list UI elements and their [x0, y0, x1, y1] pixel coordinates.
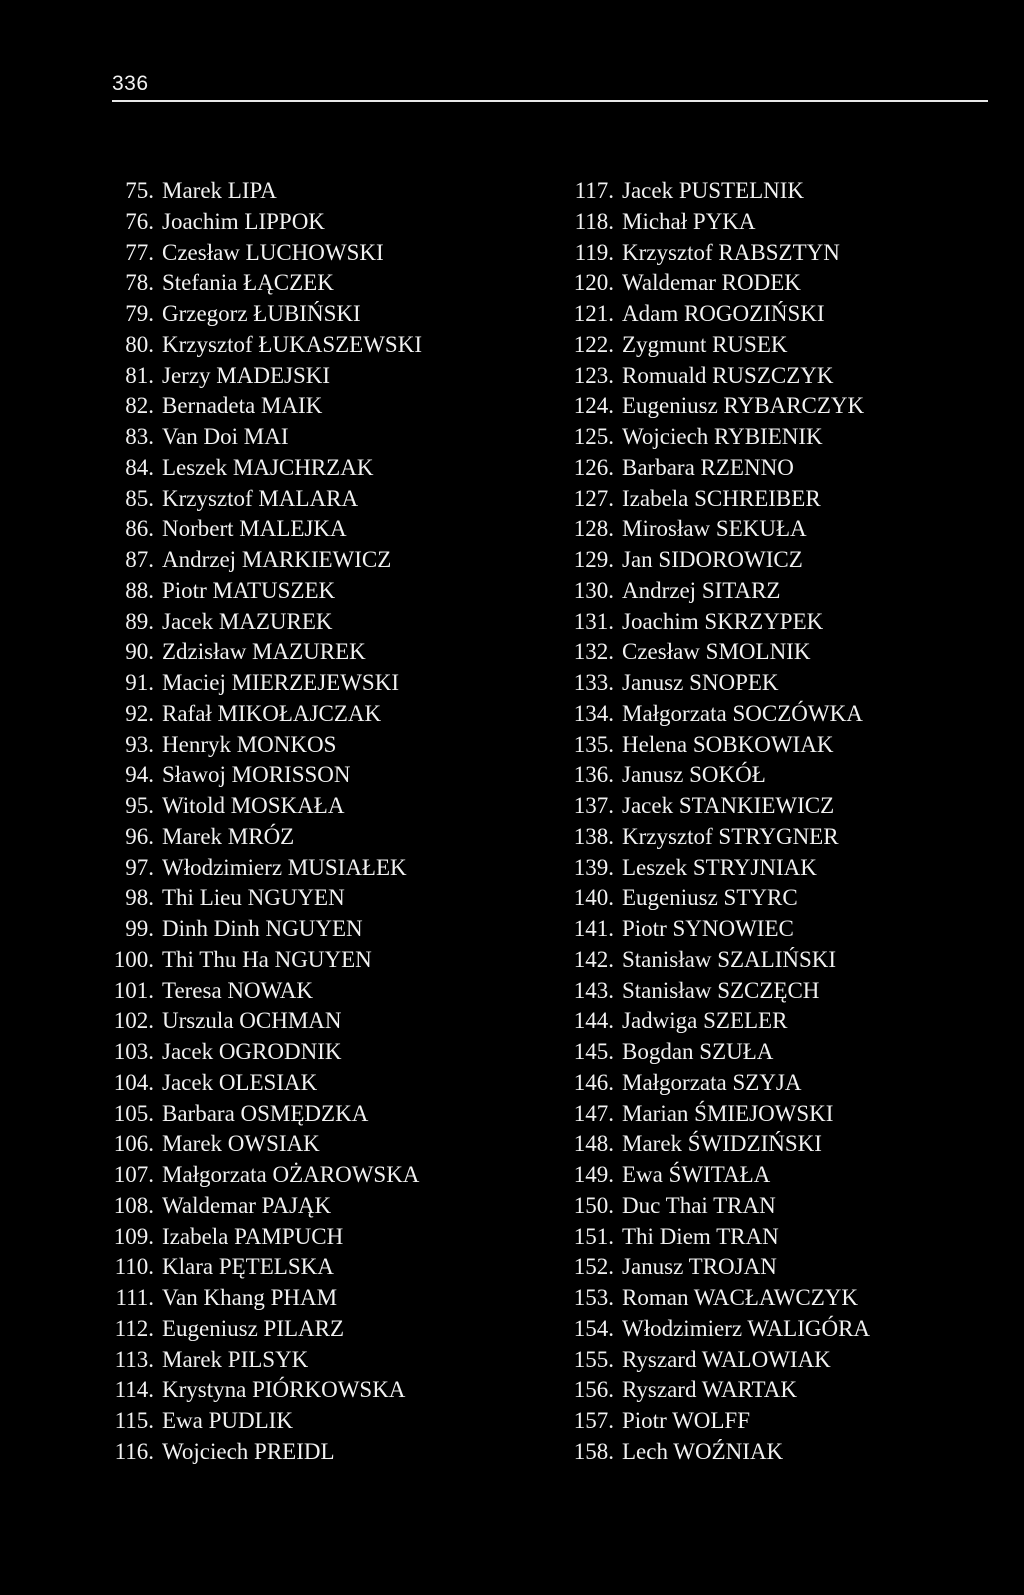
list-item — [104, 730, 524, 761]
entry-name: Małgorzata SZYJA — [622, 1069, 802, 1095]
entry-name: Stefania ŁĄCZEK — [162, 270, 334, 296]
list-item — [564, 883, 1004, 914]
list-item — [564, 699, 1004, 730]
entry-name: Andrzej SITARZ — [622, 577, 781, 603]
list-item — [564, 299, 1004, 330]
entry-number: 80. — [125, 331, 154, 357]
names-list-left-column — [104, 176, 524, 1468]
entry-name: Jacek STANKIEWICZ — [622, 793, 835, 818]
list-item — [564, 853, 1004, 884]
entry-name: Joachim SKRZYPEK — [622, 608, 824, 634]
entry-number: 124. — [573, 393, 614, 419]
entry-number: 150. — [573, 1192, 614, 1218]
entry-number: 144. — [573, 1008, 614, 1034]
list-item — [564, 484, 1004, 515]
entry-number: 140. — [573, 885, 614, 911]
list-item — [104, 853, 524, 884]
entry-number: 117. — [574, 178, 614, 203]
list-item — [104, 330, 524, 361]
list-item — [104, 1375, 524, 1406]
entry-name: Czesław SMOLNIK — [622, 639, 811, 665]
entry-number: 106. — [113, 1131, 154, 1157]
entry-number: 84. — [125, 454, 154, 480]
names-list-right-column — [564, 176, 1004, 1468]
entry-name: Grzegorz ŁUBIŃSKI — [162, 301, 361, 326]
entry-number: 132. — [573, 639, 614, 665]
entry-name: Jadwiga SZELER — [622, 1008, 788, 1034]
entry-name: Ryszard WARTAK — [622, 1377, 797, 1403]
entry-name: Piotr WOLFF — [622, 1408, 751, 1433]
entry-name: Wojciech RYBIENIK — [622, 424, 823, 449]
entry-name: Czesław LUCHOWSKI — [162, 239, 384, 265]
entry-number: 151. — [573, 1223, 614, 1249]
entry-name: Roman WACŁAWCZYK — [622, 1285, 859, 1310]
list-item — [564, 514, 1004, 545]
entry-number: 110. — [114, 1254, 154, 1280]
list-item — [104, 299, 524, 330]
list-item — [564, 545, 1004, 576]
entry-name: Izabela SCHREIBER — [622, 485, 821, 511]
entry-number: 126. — [573, 454, 614, 480]
list-item — [104, 1222, 524, 1253]
entry-name: Włodzimierz MUSIAŁEK — [162, 854, 407, 880]
entry-name: Michał PYKA — [622, 208, 756, 234]
entry-name: Andrzej MARKIEWICZ — [162, 547, 392, 572]
entry-name: Leszek STRYJNIAK — [622, 854, 817, 880]
entry-name: Krystyna PIÓRKOWSKA — [162, 1377, 406, 1403]
list-item — [104, 453, 524, 484]
entry-name: Marek LIPA — [162, 178, 277, 203]
entry-number: 143. — [573, 977, 614, 1003]
entry-number: 79. — [125, 301, 154, 326]
list-item — [564, 1345, 1004, 1376]
entry-number: 114. — [114, 1377, 154, 1403]
list-item — [104, 391, 524, 422]
entry-number: 122. — [573, 331, 614, 357]
entry-number: 108. — [113, 1192, 154, 1218]
entry-name: Piotr SYNOWIEC — [622, 916, 794, 941]
entry-name: Jacek OLESIAK — [162, 1069, 318, 1095]
entry-name: Stanisław SZCZĘCH — [622, 977, 820, 1003]
list-item — [564, 914, 1004, 945]
entry-name: Henryk MONKOS — [162, 731, 337, 757]
list-item — [104, 176, 524, 207]
page-number: 336 — [112, 72, 149, 95]
list-item — [104, 1283, 524, 1314]
list-item — [564, 1037, 1004, 1068]
entry-name: Duc Thai TRAN — [622, 1192, 776, 1218]
entry-name: Lech WOŹNIAK — [622, 1438, 784, 1464]
entry-name: Norbert MALEJKA — [162, 516, 347, 542]
list-item — [564, 1375, 1004, 1406]
entry-name: Jacek PUSTELNIK — [622, 178, 805, 203]
list-item — [104, 822, 524, 853]
entry-number: 95. — [125, 793, 154, 818]
entry-name: Marek MRÓZ — [162, 823, 295, 849]
list-item — [564, 1406, 1004, 1437]
header-rule — [112, 100, 988, 102]
entry-name: Thi Diem TRAN — [622, 1223, 779, 1249]
entry-name: Teresa NOWAK — [162, 977, 314, 1003]
entry-name: Witold MOSKAŁA — [162, 793, 345, 818]
entry-number: 109. — [113, 1223, 154, 1249]
list-item — [564, 1252, 1004, 1283]
list-item — [104, 1006, 524, 1037]
entry-name: Helena SOBKOWIAK — [622, 731, 834, 757]
entry-number: 99. — [125, 916, 154, 941]
list-item — [104, 1437, 524, 1468]
entry-number: 157. — [573, 1408, 614, 1433]
list-item — [564, 176, 1004, 207]
list-item — [104, 1099, 524, 1130]
entry-name: Krzysztof STRYGNER — [622, 823, 839, 849]
entry-number: 148. — [573, 1131, 614, 1157]
entry-number: 135. — [573, 731, 614, 757]
entry-name: Izabela PAMPUCH — [162, 1223, 344, 1249]
entry-number: 77. — [125, 239, 154, 265]
list-item — [104, 760, 524, 791]
list-item — [564, 361, 1004, 392]
entry-number: 121. — [573, 301, 614, 326]
entry-name: Bogdan SZUŁA — [622, 1039, 774, 1064]
entry-name: Thi Lieu NGUYEN — [162, 885, 345, 911]
entry-number: 123. — [573, 362, 614, 388]
entry-name: Krzysztof RABSZTYN — [622, 239, 840, 265]
entry-number: 131. — [573, 608, 614, 634]
entry-number: 155. — [573, 1346, 614, 1372]
entry-number: 102. — [113, 1008, 154, 1034]
entry-name: Waldemar RODEK — [622, 270, 801, 296]
entry-number: 78. — [125, 270, 154, 296]
entry-name: Zygmunt RUSEK — [622, 331, 788, 357]
entry-name: Zdzisław MAZUREK — [162, 639, 366, 665]
list-item — [564, 945, 1004, 976]
list-item — [564, 760, 1004, 791]
entry-number: 94. — [125, 762, 154, 788]
entry-number: 153. — [573, 1285, 614, 1310]
list-item — [104, 1252, 524, 1283]
entry-number: 156. — [573, 1377, 614, 1403]
list-item — [564, 791, 1004, 822]
entry-name: Małgorzata OŻAROWSKA — [162, 1162, 420, 1187]
entry-name: Marek PILSYK — [162, 1346, 309, 1372]
entry-number: 98. — [125, 885, 154, 911]
entry-name: Leszek MAJCHRZAK — [162, 454, 374, 480]
list-item — [104, 883, 524, 914]
entry-name: Rafał MIKOŁAJCZAK — [162, 700, 382, 726]
list-item — [104, 361, 524, 392]
entry-number: 104. — [113, 1069, 154, 1095]
list-item — [104, 207, 524, 238]
entry-name: Ewa PUDLIK — [162, 1408, 293, 1433]
list-item — [104, 484, 524, 515]
entry-name: Waldemar PAJĄK — [162, 1192, 332, 1218]
list-item — [564, 1129, 1004, 1160]
list-item — [564, 976, 1004, 1007]
list-item — [564, 576, 1004, 607]
entry-number: 139. — [573, 854, 614, 880]
list-item — [564, 637, 1004, 668]
entry-name: Marian ŚMIEJOWSKI — [622, 1100, 834, 1126]
entry-name: Piotr MATUSZEK — [162, 577, 336, 603]
list-item — [104, 976, 524, 1007]
entry-number: 138. — [573, 823, 614, 849]
entry-name: Włodzimierz WALIGÓRA — [622, 1315, 871, 1341]
list-item — [104, 607, 524, 638]
entry-number: 96. — [125, 823, 154, 849]
entry-name: Marek ŚWIDZIŃSKI — [622, 1131, 822, 1157]
list-item — [104, 238, 524, 269]
entry-number: 88. — [125, 577, 154, 603]
list-item — [564, 1437, 1004, 1468]
list-item — [104, 791, 524, 822]
list-item — [104, 1345, 524, 1376]
list-item — [564, 822, 1004, 853]
entry-number: 83. — [125, 424, 154, 449]
list-item — [104, 699, 524, 730]
list-item — [104, 1037, 524, 1068]
entry-name: Maciej MIERZEJEWSKI — [162, 670, 399, 695]
list-item — [104, 945, 524, 976]
list-item — [104, 1129, 524, 1160]
list-item — [104, 545, 524, 576]
entry-name: Adam ROGOZIŃSKI — [622, 301, 825, 326]
list-item — [564, 1006, 1004, 1037]
list-item — [104, 1160, 524, 1191]
entry-number: 127. — [573, 485, 614, 511]
list-item — [564, 391, 1004, 422]
entry-number: 87. — [125, 547, 154, 572]
entry-number: 76. — [125, 208, 154, 234]
entry-number: 125. — [573, 424, 614, 449]
entry-number: 142. — [573, 946, 614, 972]
list-item — [104, 1068, 524, 1099]
entry-name: Bernadeta MAIK — [162, 393, 323, 419]
entry-number: 116. — [114, 1438, 154, 1464]
entry-number: 81. — [125, 362, 154, 388]
entry-name: Mirosław SEKUŁA — [622, 516, 807, 542]
entry-number: 158. — [573, 1438, 614, 1464]
entry-number: 105. — [113, 1100, 154, 1126]
entry-name: Klara PĘTELSKA — [162, 1254, 334, 1280]
entry-name: Urszula OCHMAN — [162, 1008, 342, 1034]
entry-name: Sławoj MORISSON — [162, 762, 351, 788]
entry-number: 111. — [115, 1285, 154, 1310]
entry-number: 107. — [113, 1162, 154, 1187]
entry-number: 90. — [125, 639, 154, 665]
entry-number: 146. — [573, 1069, 614, 1095]
list-item — [104, 914, 524, 945]
list-item — [564, 668, 1004, 699]
list-item — [104, 576, 524, 607]
entry-name: Eugeniusz RYBARCZYK — [622, 393, 865, 419]
entry-name: Van Doi MAI — [162, 424, 289, 449]
entry-name: Janusz SOKÓŁ — [622, 762, 766, 788]
list-item — [104, 668, 524, 699]
entry-name: Ryszard WALOWIAK — [622, 1346, 831, 1372]
entry-name: Barbara RZENNO — [622, 454, 794, 480]
entry-name: Ewa ŚWITAŁA — [622, 1162, 771, 1187]
entry-number: 118. — [574, 208, 614, 234]
entry-name: Janusz SNOPEK — [622, 670, 779, 695]
entry-number: 119. — [574, 239, 614, 265]
entry-name: Marek OWSIAK — [162, 1131, 320, 1157]
entry-number: 141. — [573, 916, 614, 941]
list-item — [564, 1160, 1004, 1191]
list-item — [104, 1314, 524, 1345]
entry-number: 89. — [125, 608, 154, 634]
entry-name: Krzysztof MALARA — [162, 485, 359, 511]
entry-name: Jacek MAZUREK — [162, 608, 333, 634]
entry-number: 115. — [114, 1408, 154, 1433]
entry-number: 85. — [125, 485, 154, 511]
list-item — [564, 1283, 1004, 1314]
entry-number: 120. — [573, 270, 614, 296]
entry-name: Eugeniusz PILARZ — [162, 1315, 345, 1341]
entry-number: 137. — [573, 793, 614, 818]
list-item — [564, 730, 1004, 761]
entry-number: 92. — [125, 700, 154, 726]
list-item — [564, 268, 1004, 299]
list-item — [104, 637, 524, 668]
list-item — [564, 207, 1004, 238]
entry-number: 82. — [125, 393, 154, 419]
list-item — [564, 422, 1004, 453]
entry-number: 129. — [573, 547, 614, 572]
list-item — [104, 422, 524, 453]
entry-number: 134. — [573, 700, 614, 726]
entry-name: Barbara OSMĘDZKA — [162, 1100, 369, 1126]
entry-name: Wojciech PREIDL — [162, 1438, 335, 1464]
list-item — [564, 453, 1004, 484]
entry-number: 149. — [573, 1162, 614, 1187]
list-item — [104, 1191, 524, 1222]
entry-name: Thi Thu Ha NGUYEN — [162, 946, 372, 972]
entry-number: 91. — [125, 670, 154, 695]
list-item — [564, 1191, 1004, 1222]
entry-number: 86. — [125, 516, 154, 542]
list-item — [564, 1222, 1004, 1253]
list-item — [104, 514, 524, 545]
entry-name: Jan SIDOROWICZ — [622, 547, 803, 572]
list-item — [564, 1068, 1004, 1099]
entry-name: Eugeniusz STYRC — [622, 885, 798, 911]
entry-number: 97. — [125, 854, 154, 880]
entry-number: 136. — [573, 762, 614, 788]
entry-name: Joachim LIPPOK — [162, 208, 325, 234]
list-item — [104, 268, 524, 299]
entry-number: 112. — [114, 1315, 154, 1341]
entry-number: 154. — [573, 1315, 614, 1341]
entry-number: 152. — [573, 1254, 614, 1280]
entry-name: Krzysztof ŁUKASZEWSKI — [162, 331, 422, 357]
entry-name: Romuald RUSZCZYK — [622, 362, 834, 388]
entry-name: Małgorzata SOCZÓWKA — [622, 700, 863, 726]
entry-number: 103. — [113, 1039, 154, 1064]
entry-number: 93. — [125, 731, 154, 757]
entry-name: Jerzy MADEJSKI — [162, 362, 331, 388]
list-item — [564, 1314, 1004, 1345]
list-item — [564, 330, 1004, 361]
list-item — [564, 1099, 1004, 1130]
entry-name: Stanisław SZALIŃSKI — [622, 946, 837, 972]
entry-name: Dinh Dinh NGUYEN — [162, 916, 363, 941]
entry-number: 113. — [114, 1346, 154, 1372]
entry-number: 130. — [573, 577, 614, 603]
list-item — [564, 238, 1004, 269]
entry-name: Janusz TROJAN — [622, 1254, 777, 1280]
list-item — [104, 1406, 524, 1437]
entry-name: Jacek OGRODNIK — [162, 1039, 342, 1064]
entry-number: 145. — [573, 1039, 614, 1064]
entry-name: Van Khang PHAM — [162, 1285, 338, 1310]
entry-number: 133. — [573, 670, 614, 695]
entry-number: 128. — [573, 516, 614, 542]
entry-number: 75. — [125, 178, 154, 203]
entry-number: 147. — [573, 1100, 614, 1126]
entry-number: 101. — [113, 977, 154, 1003]
list-item — [564, 607, 1004, 638]
entry-number: 100. — [113, 946, 154, 972]
